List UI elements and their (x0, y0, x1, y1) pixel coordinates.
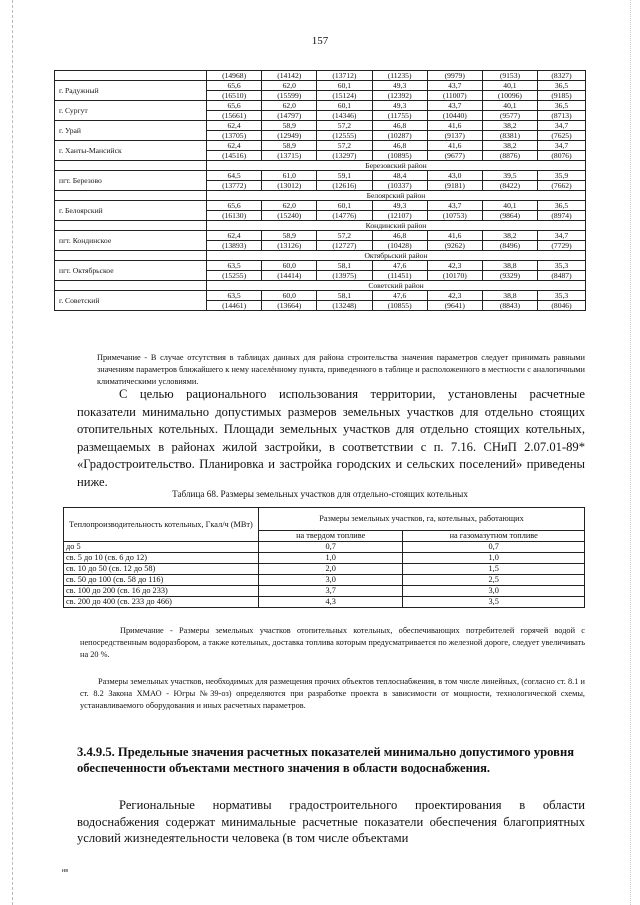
table-row (55, 171, 586, 181)
value-cell: (15255) (207, 271, 262, 281)
value-cell: 38,8 (482, 291, 537, 301)
district-label: Березовский район (207, 161, 586, 171)
value-cell: 41,6 (427, 141, 482, 151)
table-row (64, 575, 585, 586)
value-cell: (12727) (317, 241, 372, 251)
value-cell: 38,8 (482, 261, 537, 271)
value-cell: 58,1 (317, 291, 372, 301)
district-label: Кондинский район (207, 221, 586, 231)
table-note-2 (80, 625, 585, 661)
value-cell: 57,2 (317, 231, 372, 241)
value-cell: 35,3 (538, 291, 586, 301)
value-cell: (9262) (427, 241, 482, 251)
table-row (55, 261, 586, 271)
scan-edge-right (630, 0, 631, 905)
district-row (55, 281, 586, 291)
value-cell: (12616) (317, 181, 372, 191)
table-note-2-text: Примечание - Размеры земельных участков отопительных котельных, обеспечивающих потребителей горячей водой с непосредственным водоразбором, а также котельных, доставка топлива которым предусматривается по железной дороге, следует увеличивать на 20 %. (80, 626, 585, 659)
value-cell: (13712) (317, 71, 372, 81)
value-cell: (9329) (482, 271, 537, 281)
city-cell: г. Радужный (55, 81, 207, 101)
solid-fuel-cell: 0,7 (259, 542, 403, 553)
value-cell: (9153) (482, 71, 537, 81)
value-cell: 58,9 (262, 121, 317, 131)
value-cell: (8487) (538, 271, 586, 281)
value-cell: (15661) (207, 111, 262, 121)
value-cell: 42,3 (427, 291, 482, 301)
value-cell: (10895) (372, 151, 427, 161)
value-cell: (9181) (427, 181, 482, 191)
value-cell: (8381) (482, 131, 537, 141)
value-cell: (9137) (427, 131, 482, 141)
city-cell: г. Белоярский (55, 201, 207, 221)
value-cell: 63,5 (207, 261, 262, 271)
value-cell: (14776) (317, 211, 372, 221)
table-row (55, 201, 586, 211)
value-cell: (13012) (262, 181, 317, 191)
value-cell: 38,2 (482, 141, 537, 151)
boiler-land-size-table (63, 507, 585, 608)
value-cell: (8327) (538, 71, 586, 81)
capacity-cell: св. 100 до 200 (св. 16 до 233) (64, 586, 259, 597)
table-row (55, 71, 586, 81)
blank-cell (55, 221, 207, 231)
solid-fuel-cell: 2,0 (259, 564, 403, 575)
value-cell: (14414) (262, 271, 317, 281)
value-cell: (9677) (427, 151, 482, 161)
value-cell: 49,3 (372, 201, 427, 211)
value-cell: (9185) (538, 91, 586, 101)
district-label: Октябрьский район (207, 251, 586, 261)
value-cell: (8974) (538, 211, 586, 221)
value-cell: 42,3 (427, 261, 482, 271)
district-row (55, 161, 586, 171)
section-heading: 3.4.9.5. Предельные значения расчетных показателей минимально допустимого уровня обеспеченности объектами местного значения в области водоснабжения. (77, 745, 575, 775)
value-cell: 62,4 (207, 141, 262, 151)
district-row (55, 221, 586, 231)
solid-fuel-cell: 3,0 (259, 575, 403, 586)
district-label: Белоярский район (207, 191, 586, 201)
value-cell: 65,6 (207, 201, 262, 211)
value-cell: 35,9 (538, 171, 586, 181)
value-cell: 60,1 (317, 101, 372, 111)
gas-fuel-cell: 3,5 (403, 597, 585, 608)
value-cell: 47,6 (372, 291, 427, 301)
value-cell: 61,0 (262, 171, 317, 181)
value-cell: (10753) (427, 211, 482, 221)
body-paragraph-text: С целью рационального использования территории, установлены расчетные показатели минимально допустимых размеров земельных участков для отдельно стоящих отопительных котельных. Площади земельных участков для отдельно стоящих котельных, размещаемых в районах жилой застройки, в соответствии с п. 7.16. СНиП 2.07.01-89* «Градостроительство. Планировка и застройка городских и сельских поселений» приведены ниже. (77, 387, 585, 489)
value-cell: 38,2 (482, 231, 537, 241)
table-note: Примечание - В случае отсутствия в таблицах данных для района строительства значения параметров следует принимать равными значениям параметров ближайшего к нему населённому пункта, приведенного в таблице и расположенного в местности с аналогичными климатическими условиями. (97, 353, 585, 386)
capacity-cell: св. 50 до 100 (св. 58 до 116) (64, 575, 259, 586)
table-row (55, 81, 586, 91)
value-cell: 34,7 (538, 141, 586, 151)
scan-edge-left (12, 0, 13, 905)
gas-fuel-cell: 3,0 (403, 586, 585, 597)
value-cell: (8422) (482, 181, 537, 191)
value-cell: (7625) (538, 131, 586, 141)
value-cell: 65,6 (207, 81, 262, 91)
gas-fuel-cell: 2,5 (403, 575, 585, 586)
value-cell: 43,7 (427, 81, 482, 91)
value-cell: (11755) (372, 111, 427, 121)
city-cell: пгт. Березово (55, 171, 207, 191)
value-cell: 60,0 (262, 291, 317, 301)
value-cell: 49,3 (372, 81, 427, 91)
gas-fuel-cell: 1,0 (403, 553, 585, 564)
value-cell: (13772) (207, 181, 262, 191)
value-cell: 40,1 (482, 81, 537, 91)
value-cell: (15240) (262, 211, 317, 221)
value-cell: (8843) (482, 301, 537, 311)
value-cell: (13893) (207, 241, 262, 251)
value-cell: (8876) (482, 151, 537, 161)
value-cell: 63,5 (207, 291, 262, 301)
value-cell: (14346) (317, 111, 372, 121)
value-cell: 39,5 (482, 171, 537, 181)
capacity-cell: до 5 (64, 542, 259, 553)
table-row (64, 597, 585, 608)
table-row (64, 564, 585, 575)
value-cell: 35,3 (538, 261, 586, 271)
col-header-group: Размеры земельных участков, га, котельных, работающих (259, 508, 585, 531)
district-row (55, 191, 586, 201)
value-cell: (14968) (207, 71, 262, 81)
value-cell: 59,1 (317, 171, 372, 181)
value-cell: (13126) (262, 241, 317, 251)
value-cell: 62,0 (262, 201, 317, 211)
value-cell: 38,2 (482, 121, 537, 131)
body-paragraph-land-plots (77, 386, 585, 492)
value-cell: 65,6 (207, 101, 262, 111)
value-cell: (10337) (372, 181, 427, 191)
value-cell: (11235) (372, 71, 427, 81)
footer-mark: нв (62, 868, 69, 874)
value-cell: (14797) (262, 111, 317, 121)
value-cell: (12555) (317, 131, 372, 141)
gas-fuel-cell: 1,5 (403, 564, 585, 575)
heat-parameters-table (54, 70, 586, 311)
value-cell: 57,2 (317, 121, 372, 131)
city-cell: г. Ханты-Мансийск (55, 141, 207, 161)
city-cell: пгт. Октябрьское (55, 261, 207, 281)
district-row (55, 251, 586, 261)
col-header-capacity: Теплопроизводительность котельных, Гкал/ч (МВт) (64, 508, 259, 542)
district-label: Советский район (207, 281, 586, 291)
value-cell: (16510) (207, 91, 262, 101)
value-cell: 40,1 (482, 201, 537, 211)
solid-fuel-cell: 4,3 (259, 597, 403, 608)
value-cell: 41,6 (427, 231, 482, 241)
value-cell: (10855) (372, 301, 427, 311)
value-cell: (11451) (372, 271, 427, 281)
value-cell: 40,1 (482, 101, 537, 111)
value-cell: (9979) (427, 71, 482, 81)
value-cell: (10428) (372, 241, 427, 251)
value-cell: 43,7 (427, 201, 482, 211)
value-cell: (12392) (372, 91, 427, 101)
value-cell: 60,1 (317, 81, 372, 91)
value-cell: (13975) (317, 271, 372, 281)
table-row (64, 586, 585, 597)
col-header-solid: на твердом топливе (259, 531, 403, 542)
value-cell: (10096) (482, 91, 537, 101)
capacity-cell: св. 5 до 10 (св. 6 до 12) (64, 553, 259, 564)
value-cell: (10440) (427, 111, 482, 121)
value-cell: (14142) (262, 71, 317, 81)
value-cell: (9864) (482, 211, 537, 221)
value-cell: 43,0 (427, 171, 482, 181)
value-cell: (12949) (262, 131, 317, 141)
value-cell: 47,6 (372, 261, 427, 271)
table-row (55, 121, 586, 131)
blank-cell (55, 161, 207, 171)
table-header-row (64, 508, 585, 531)
value-cell: (8076) (538, 151, 586, 161)
value-cell: 58,9 (262, 141, 317, 151)
value-cell: 46,8 (372, 231, 427, 241)
city-cell (55, 71, 207, 81)
gas-fuel-cell: 0,7 (403, 542, 585, 553)
city-cell: г. Советский (55, 291, 207, 311)
value-cell: 34,7 (538, 231, 586, 241)
body-paragraph-water (77, 797, 585, 847)
value-cell: (12107) (372, 211, 427, 221)
value-cell: (13248) (317, 301, 372, 311)
table-caption: Таблица 68. Размеры земельных участков для отдельно-стоящих котельных (172, 489, 468, 499)
value-cell: 41,6 (427, 121, 482, 131)
value-cell: (8496) (482, 241, 537, 251)
solid-fuel-cell: 3,7 (259, 586, 403, 597)
value-cell: 46,8 (372, 121, 427, 131)
value-cell: 46,8 (372, 141, 427, 151)
page-number: 157 (311, 35, 329, 47)
value-cell: (15599) (262, 91, 317, 101)
body-paragraph-other-objects-text: Размеры земельных участков, необходимых для размещения прочих объектов теплоснабжения, в том числе линейных, (согласно ст. 8.1 и ст. 8.2 Закона ХМАО - Югры №39-оз) определяются при разработке проекта в зависимости от мощности, технологической схемы, устанавливаемого оборудования и иных расчетных параметров. (80, 677, 585, 710)
blank-cell (55, 251, 207, 261)
value-cell: 36,5 (538, 81, 586, 91)
table-row (55, 101, 586, 111)
city-cell: г. Урай (55, 121, 207, 141)
value-cell: (11007) (427, 91, 482, 101)
blank-cell (55, 191, 207, 201)
value-cell: 43,7 (427, 101, 482, 111)
value-cell: (16130) (207, 211, 262, 221)
value-cell: 60,1 (317, 201, 372, 211)
value-cell: 60,0 (262, 261, 317, 271)
table-row (55, 231, 586, 241)
value-cell: 58,9 (262, 231, 317, 241)
table-row (55, 291, 586, 301)
value-cell: (14516) (207, 151, 262, 161)
value-cell: 62,4 (207, 121, 262, 131)
table-row (55, 141, 586, 151)
value-cell: 36,5 (538, 201, 586, 211)
value-cell: 62,0 (262, 101, 317, 111)
value-cell: 62,4 (207, 231, 262, 241)
city-cell: г. Сургут (55, 101, 207, 121)
value-cell: 57,2 (317, 141, 372, 151)
value-cell: 36,5 (538, 101, 586, 111)
value-cell: (10170) (427, 271, 482, 281)
value-cell: (10287) (372, 131, 427, 141)
value-cell: 49,3 (372, 101, 427, 111)
value-cell: 48,4 (372, 171, 427, 181)
table-row (64, 542, 585, 553)
value-cell: (13664) (262, 301, 317, 311)
capacity-cell: св. 10 до 50 (св. 12 до 58) (64, 564, 259, 575)
capacity-cell: св. 200 до 400 (св. 233 до 466) (64, 597, 259, 608)
value-cell: 34,7 (538, 121, 586, 131)
value-cell: (15124) (317, 91, 372, 101)
blank-cell (55, 281, 207, 291)
body-paragraph-other-objects (80, 676, 585, 712)
value-cell: (13715) (262, 151, 317, 161)
value-cell: 64,5 (207, 171, 262, 181)
col-header-gas: на газомазутном топливе (403, 531, 585, 542)
value-cell: (7662) (538, 181, 586, 191)
value-cell: (9577) (482, 111, 537, 121)
value-cell: (13705) (207, 131, 262, 141)
value-cell: (13297) (317, 151, 372, 161)
value-cell: 62,0 (262, 81, 317, 91)
value-cell: 58,1 (317, 261, 372, 271)
table-row (64, 553, 585, 564)
body-paragraph-water-text: Региональные нормативы градостроительного проектирования в области водоснабжения содержат минимальные расчетные показатели обеспечения благоприятных условий жизнедеятельности человека (в том числе объектами (77, 798, 585, 846)
value-cell: (8713) (538, 111, 586, 121)
value-cell: (8046) (538, 301, 586, 311)
value-cell: (14461) (207, 301, 262, 311)
solid-fuel-cell: 1,0 (259, 553, 403, 564)
city-cell: пгт. Кондинское (55, 231, 207, 251)
value-cell: (7729) (538, 241, 586, 251)
value-cell: (9641) (427, 301, 482, 311)
